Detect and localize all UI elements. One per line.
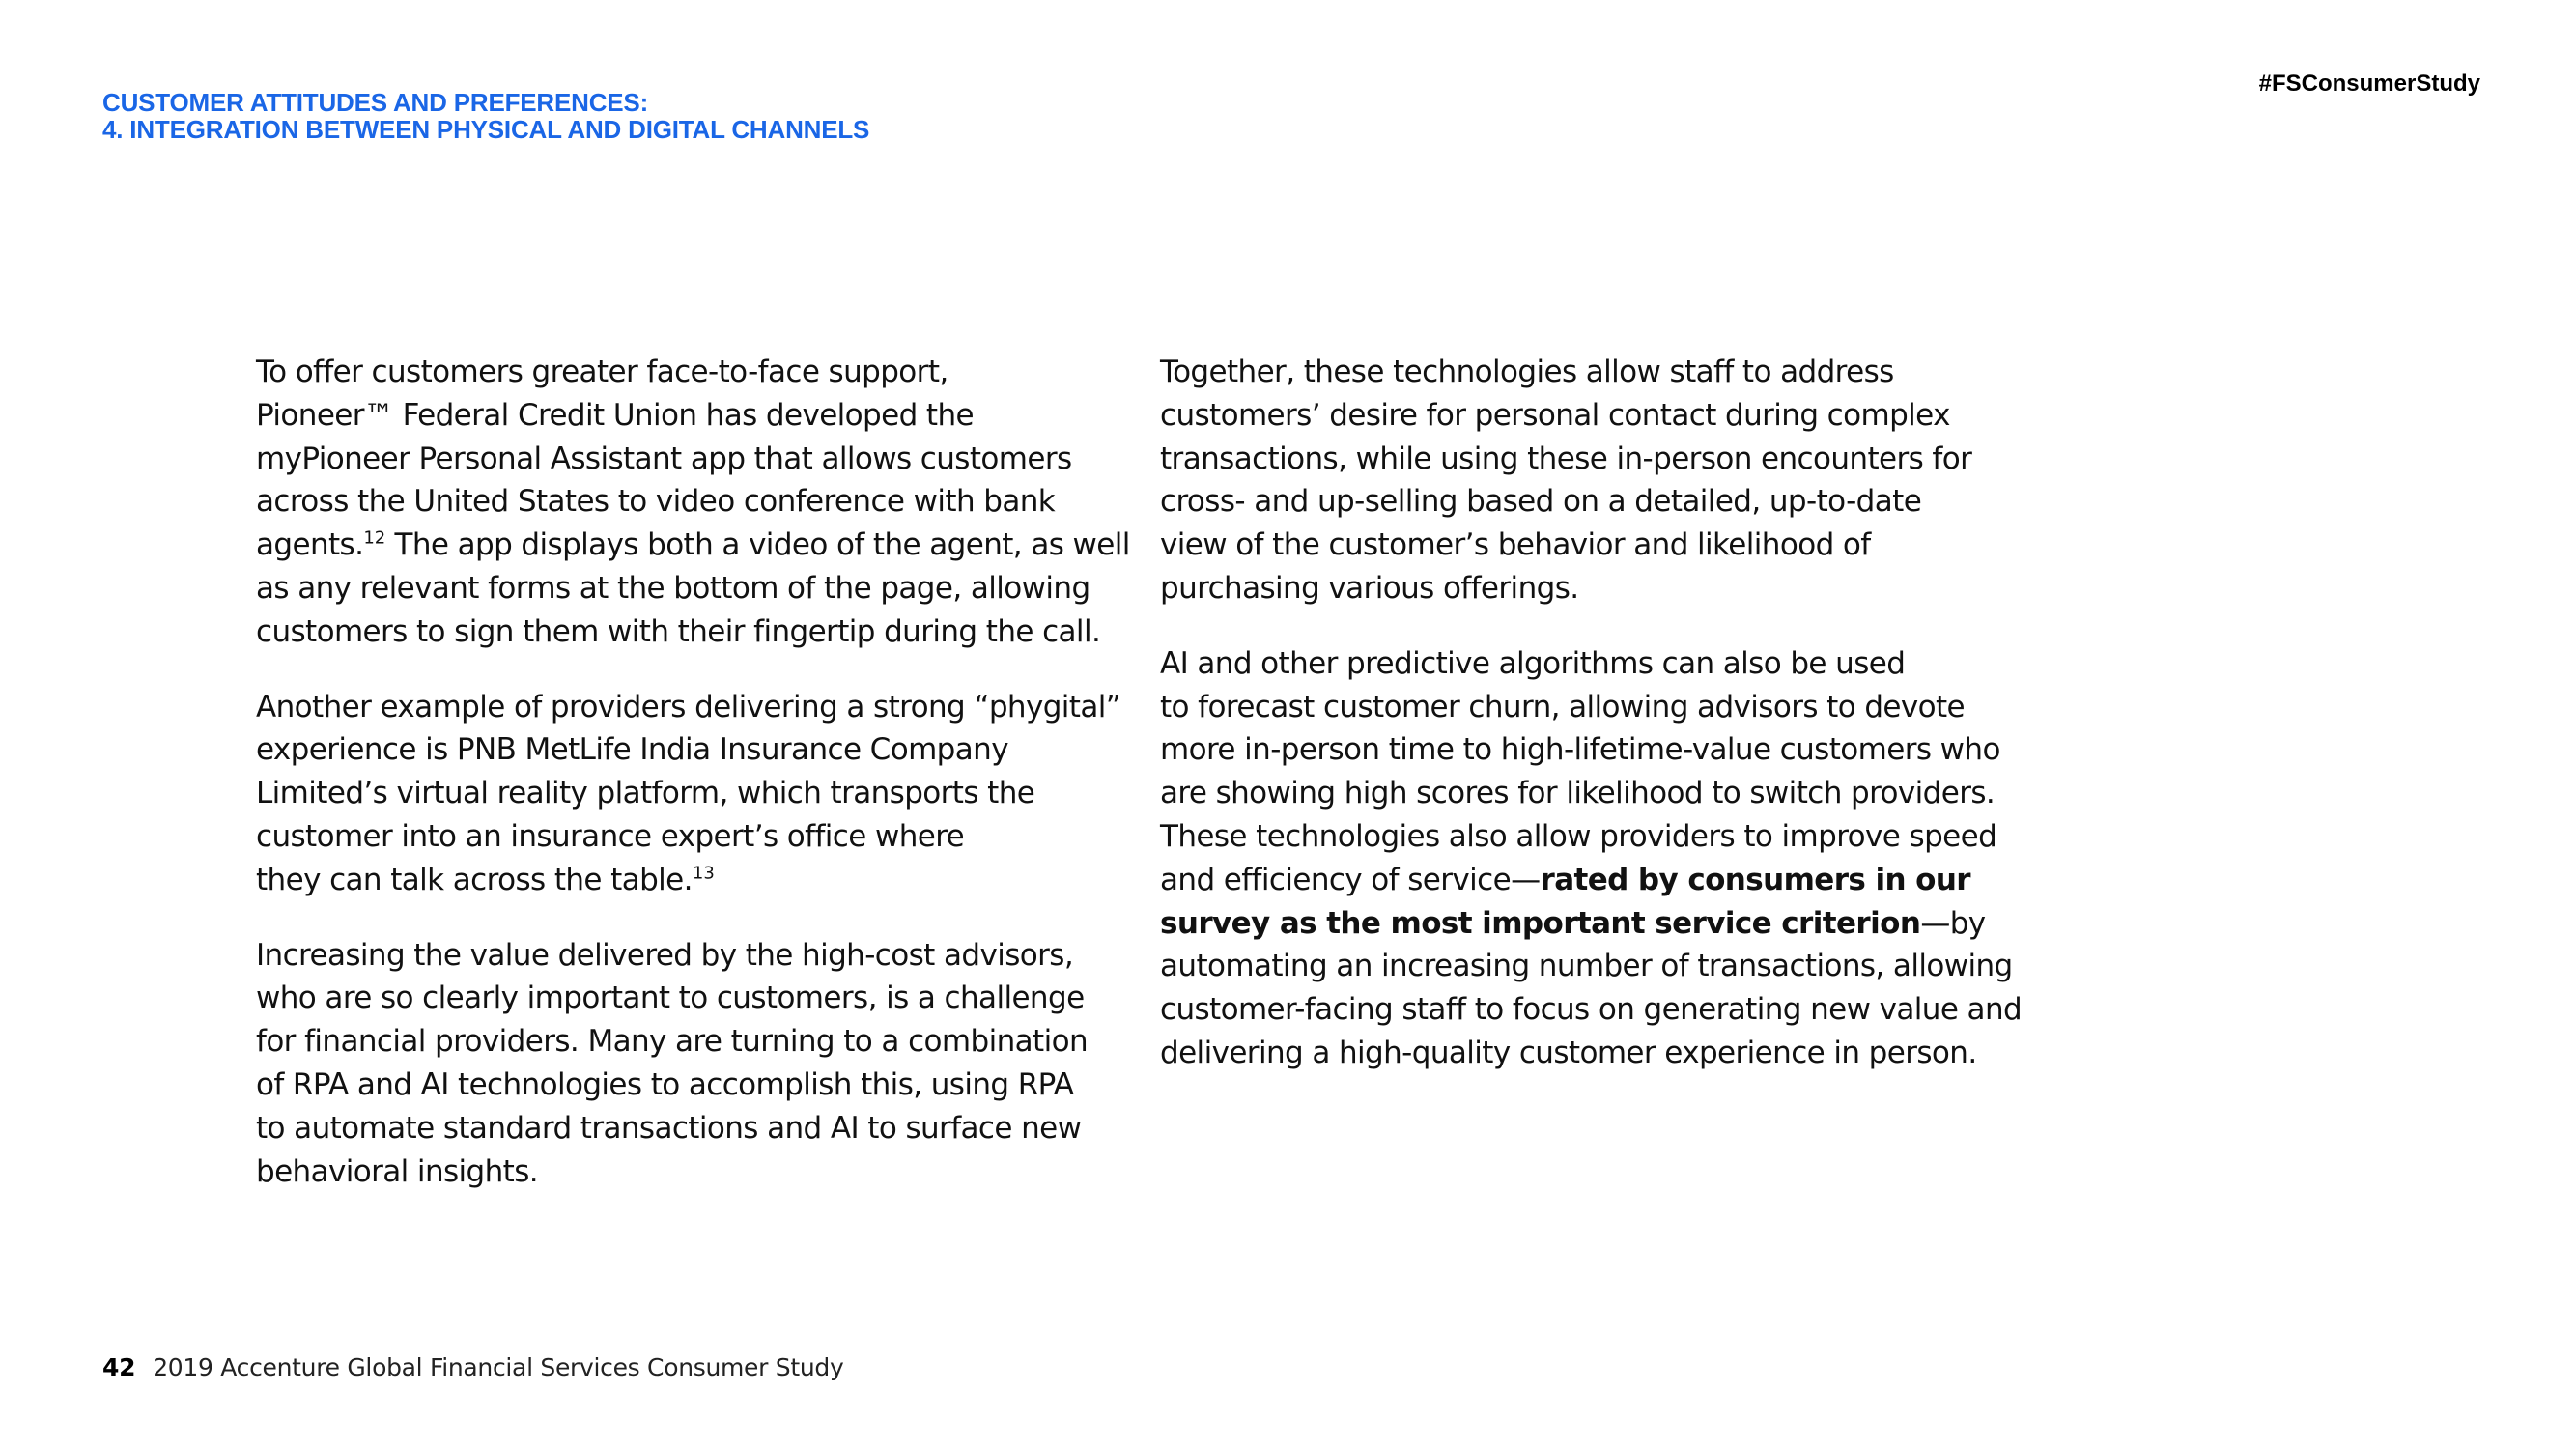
text-line: customers to sign them with their fingertip during the call. [256, 613, 1101, 649]
text-line: cross- and up-selling based on a detailed, up-to-date [1160, 484, 1922, 520]
text-line: Another example of providers delivering a strong “phygital” [256, 689, 1121, 724]
text-line: customers’ desire for personal contact during complex [1160, 397, 1950, 433]
text-line: purchasing various offerings. [1160, 570, 1579, 606]
text-line: automating an increasing number of transactions, allowing [1160, 949, 2013, 984]
text-line: Together, these technologies allow staff to address [1160, 355, 1894, 389]
text-line: more in-person time to high-lifetime-value customers who [1160, 732, 2000, 768]
text-line: delivering a high-quality customer experience in person. [1160, 1035, 1977, 1070]
text-line [1160, 902, 2068, 946]
text-line: These technologies also allow providers to improve speed [1160, 818, 1997, 854]
footnote-marker-12: 12 [363, 527, 386, 549]
text-line: to automate standard transactions and AI to surface new [256, 1110, 1082, 1146]
text-segment: agents. [256, 527, 364, 563]
text-line: Pioneer™ Federal Credit Union has developed the [256, 397, 975, 433]
text-line [1160, 859, 2068, 902]
text-line: view of the customer’s behavior and likelihood of [1160, 527, 1871, 563]
page-footer [102, 1352, 843, 1383]
hashtag-label: #FSConsumerStudy [2258, 71, 2480, 97]
text-segment: —by [1920, 905, 1986, 941]
text-line: To offer customers greater face-to-face support, [256, 355, 948, 389]
text-segment: and efficiency of service— [1160, 862, 1541, 897]
text-line: transactions, while using these in-person encounters for [1160, 440, 1972, 476]
text-line: to forecast customer churn, allowing advisors to devote [1160, 689, 1966, 724]
text-line: customer into an insurance expert’s office where [256, 818, 965, 854]
paragraph-predictive-algorithms [1160, 642, 2068, 1075]
text-line: of RPA and AI technologies to accomplish this, using RPA [256, 1066, 1074, 1102]
footnote-marker-13: 13 [692, 863, 715, 884]
text-line: Increasing the value delivered by the high-cost advisors, [256, 937, 1074, 973]
text-line: as any relevant forms at the bottom of the page, allowing [256, 570, 1090, 606]
text-line [256, 524, 1130, 567]
text-line: across the United States to video conference with bank [256, 484, 1056, 520]
text-line: customer-facing staff to focus on generating new value and [1160, 992, 2023, 1028]
text-line: who are so clearly important to customers, is a challenge [256, 980, 1085, 1016]
paragraph-technologies-staff [1160, 351, 2068, 611]
paragraph-video-conference [256, 351, 1130, 654]
text-line [256, 859, 1106, 902]
emphasis-text: survey as the most important service criterion [1160, 905, 1921, 941]
text-line: behavioral insights. [256, 1153, 539, 1189]
right-column [1160, 351, 2068, 1107]
text-line: for financial providers. Many are turning to a combination [256, 1024, 1089, 1060]
text-line: Limited’s virtual reality platform, which transports the [256, 776, 1035, 811]
text-line: are showing high scores for likelihood to switch providers. [1160, 776, 1996, 811]
text-line: myPioneer Personal Assistant app that allows customers [256, 440, 1072, 476]
emphasis-text: rated by consumers in our [1540, 862, 1970, 897]
text-line: AI and other predictive algorithms can also be used [1160, 645, 1906, 681]
paragraph-phygital [256, 686, 1121, 902]
section-title-line2: 4. INTEGRATION BETWEEN PHYSICAL AND DIGITAL CHANNELS [102, 115, 870, 144]
text-line: experience is PNB MetLife India Insurance Company [256, 732, 1008, 768]
left-column [256, 351, 1130, 1225]
section-title-line1: CUSTOMER ATTITUDES AND PREFERENCES: [102, 88, 649, 117]
page-number: 42 [102, 1353, 136, 1381]
paragraph-advisors-value [256, 934, 1106, 1194]
section-header [102, 89, 1261, 143]
text-segment: they can talk across the table. [256, 862, 693, 897]
text-segment: The app displays both a video of the agent, as well [385, 527, 1130, 563]
publication-title: 2019 Accenture Global Financial Services Consumer Study [153, 1353, 844, 1381]
